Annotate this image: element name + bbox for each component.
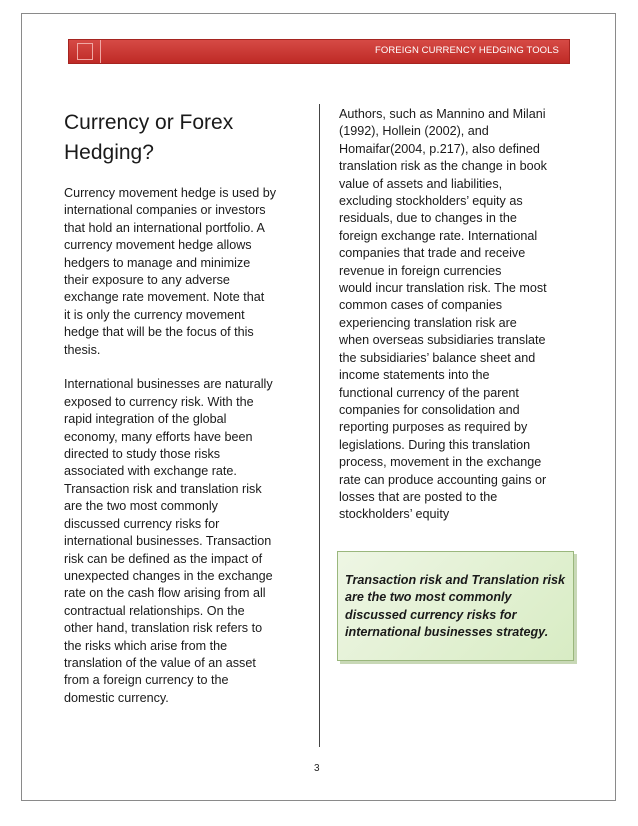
text-line: discussed currency risks for — [64, 516, 220, 531]
right-column — [339, 106, 579, 524]
page-number: 3 — [314, 763, 320, 774]
text-line: legislations. During this translation — [339, 437, 531, 452]
text-line: other hand, translation risk refers to — [64, 621, 263, 636]
text-line: Currency movement hedge is used by — [64, 186, 277, 200]
text-line: Transaction risk and Translation risk — [345, 573, 566, 587]
text-line: process, movement in the exchange — [339, 455, 542, 470]
text-line: unexpected changes in the exchange — [64, 568, 273, 583]
text-line: hedgers to manage and minimize — [64, 255, 251, 270]
text-line: associated with exchange rate. — [64, 464, 237, 479]
section-heading — [64, 108, 306, 168]
text-line: economy, many efforts have been — [64, 429, 253, 444]
text-line: companies for consolidation and — [339, 402, 520, 417]
text-line: the subsidiaries’ balance sheet and — [339, 350, 536, 365]
text-line: experiencing translation risk are — [339, 315, 517, 330]
header-bar — [68, 39, 570, 64]
header-divider — [100, 40, 101, 63]
text-line: revenue in foreign currencies — [339, 263, 502, 278]
text-line: contractual relationships. On the — [64, 603, 245, 618]
left-column — [64, 108, 306, 707]
text-line: domestic currency. — [64, 690, 169, 705]
text-line: residuals, due to changes in the — [339, 211, 517, 226]
text-line: value of assets and liabilities, — [339, 176, 503, 191]
text-line: functional currency of the parent — [339, 385, 519, 400]
text-line: when overseas subsidiaries translate — [339, 333, 546, 348]
paragraph-currency-risk — [64, 376, 306, 707]
text-line: from a foreign currency to the — [64, 673, 229, 688]
text-line: International businesses are naturally — [64, 377, 273, 392]
text-line: rate can produce accounting gains or — [339, 472, 547, 487]
text-line: rate on the cash flow arising from all — [64, 586, 266, 601]
text-line: discussed currency risks for — [345, 607, 517, 622]
text-line: directed to study those risks — [64, 447, 221, 462]
text-line: exposed to currency risk. With the — [64, 394, 254, 409]
text-line: translation of the value of an asset — [64, 655, 256, 670]
paragraph-gap — [64, 359, 306, 376]
text-line: excluding stockholders’ equity as — [339, 194, 523, 209]
text-line: currency movement hedge allows — [64, 238, 252, 253]
paragraph-translation-risk — [339, 106, 579, 524]
text-line: the risks which arise from the — [64, 638, 228, 653]
text-line: their exposure to any adverse — [64, 273, 230, 288]
text-line: are the two most commonly — [64, 499, 218, 514]
text-line: stockholders’ equity — [339, 507, 450, 522]
text-line: (1992), Hollein (2002), and — [339, 124, 489, 139]
pull-quote-text — [345, 572, 569, 642]
text-line: foreign exchange rate. International — [339, 228, 538, 243]
text-line: risk can be defined as the impact of — [64, 551, 263, 566]
text-line: international companies or investors — [64, 203, 266, 218]
text-line: rapid integration of the global — [64, 412, 227, 427]
text-line: companies that trade and receive — [339, 246, 526, 261]
text-line: translation risk as the change in book — [339, 159, 547, 174]
text-line: would incur translation risk. The most — [339, 281, 547, 296]
text-line: exchange rate movement. Note that — [64, 290, 265, 305]
header-square-decoration — [77, 43, 93, 60]
text-line: common cases of companies — [339, 298, 503, 313]
column-divider — [319, 104, 320, 747]
text-line: Homaifar(2004, p.217), also defined — [339, 141, 540, 156]
header-title: FOREIGN CURRENCY HEDGING TOOLS — [374, 45, 559, 56]
text-line: hedge that will be the focus of this — [64, 325, 254, 340]
text-line: thesis. — [64, 342, 101, 357]
text-line: international businesses strategy. — [345, 625, 549, 640]
pull-quote-callout — [337, 551, 574, 661]
text-line: are the two most commonly — [345, 590, 512, 605]
section-heading-line: Currency or Forex — [64, 111, 234, 134]
text-line: losses that are posted to the — [339, 489, 498, 504]
text-line: international businesses. Transaction — [64, 534, 272, 549]
text-line: Authors, such as Mannino and Milani — [339, 107, 546, 121]
paragraph-hedge-definition — [64, 185, 306, 359]
text-line: income statements into the — [339, 368, 490, 383]
section-heading-line: Hedging? — [64, 141, 154, 164]
text-line: that hold an international portfolio. A — [64, 220, 265, 235]
text-line: Transaction risk and translation risk — [64, 481, 262, 496]
text-line: it is only the currency movement — [64, 307, 245, 322]
text-line: reporting purposes as required by — [339, 420, 528, 435]
